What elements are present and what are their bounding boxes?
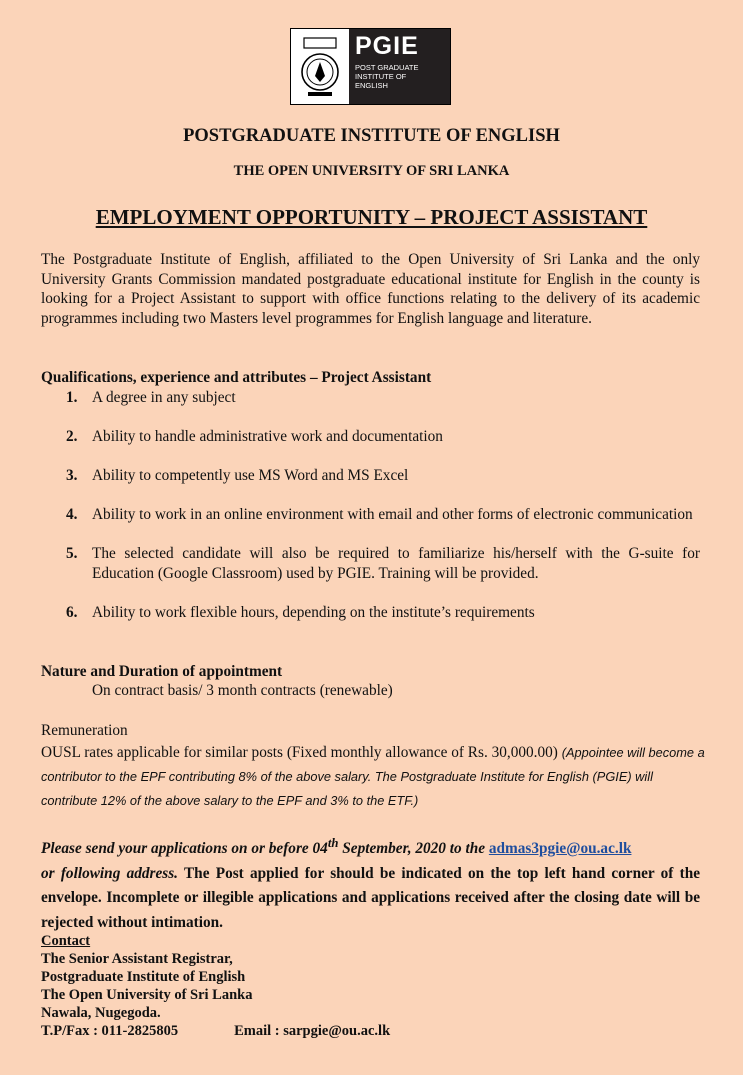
apply-ordinal: th: [327, 836, 339, 850]
pgie-logo: [290, 28, 451, 105]
apply-deadline-text: Please send your applications on or before 04: [41, 840, 328, 858]
list-item: [41, 388, 700, 408]
logo-brand-block: [349, 29, 450, 104]
contact-block: [41, 932, 390, 1040]
item-text: Ability to handle administrative work and documentation: [92, 428, 443, 445]
nature-heading: Nature and Duration of appointment: [41, 663, 283, 680]
logo-subtitle: POST GRADUATE INSTITUTE OF ENGLISH: [355, 63, 419, 90]
remuneration-text: [41, 741, 711, 813]
list-item: [41, 466, 700, 486]
intro-paragraph: The Postgraduate Institute of English, affiliated to the Open University of Sri Lanka and the only University Grants Commission mandated postgraduate educational institute for English in the county is looking for a Project Assistant to support with office functions relating to the delivery of its academic programmes including two Masters level programmes for English language and literature.: [41, 251, 700, 328]
item-number: 4.: [66, 506, 78, 523]
contact-line: The Open University of Sri Lanka: [41, 987, 253, 1003]
item-text: The selected candidate will also be required to familiarize his/herself with the G-suite for Education (Google Classroom) used by PGIE. Training will be provided.: [92, 545, 700, 582]
contact-email: Email : sarpgie@ou.ac.lk: [234, 1023, 391, 1039]
application-instructions: [41, 831, 700, 935]
remuneration-heading: Remuneration: [41, 722, 128, 739]
contact-heading: Contact: [41, 933, 91, 949]
list-item: [41, 505, 700, 525]
item-text: Ability to work flexible hours, depending on the institute’s requirements: [92, 603, 535, 621]
item-number: 1.: [66, 389, 78, 406]
contact-phone: T.P/Fax : 011-2825805: [41, 1023, 179, 1039]
remuneration-rate: OUSL rates applicable for similar posts (Fixed monthly allowance of Rs. 30,000.00): [41, 744, 562, 761]
list-item: [41, 427, 700, 447]
nature-text: On contract basis/ 3 month contracts (renewable): [92, 682, 393, 699]
remuneration-note: (Appointee will become a contributor to the EPF contributing 8% of the above salary. The Postgraduate Institute for English (PGIE) will contribute 12% of the above salary to the EPF and 3% to the ETF.): [41, 745, 705, 808]
university-heading: THE OPEN UNIVERSITY OF SRI LANKA: [233, 163, 510, 179]
qualifications-list: [41, 388, 700, 642]
item-text: A degree in any subject: [92, 389, 236, 406]
logo-brand-text: PGIE: [355, 32, 419, 60]
qualifications-heading: Qualifications, experience and attributes – Project Assistant: [41, 369, 432, 386]
list-item: [41, 603, 700, 623]
apply-conditions-text: The Post applied for should be indicated on the top left hand corner of the envelope. Incomplete or illegible applications and applications received after the closing date will be rejected without intimation.: [41, 864, 700, 931]
page-title: EMPLOYMENT OPPORTUNITY – PROJECT ASSISTANT: [95, 205, 648, 229]
apply-address-text: or following address.: [41, 864, 179, 882]
application-email-link[interactable]: admas3pgie@ou.ac.lk: [488, 840, 632, 858]
institute-heading: POSTGRADUATE INSTITUTE OF ENGLISH: [183, 126, 560, 146]
item-text: Ability to competently use MS Word and MS Excel: [92, 467, 409, 484]
contact-line: The Senior Assistant Registrar,: [41, 951, 233, 967]
list-item: [41, 544, 700, 583]
contact-line: Nawala, Nugegoda.: [41, 1005, 161, 1021]
item-number: 6.: [66, 603, 78, 621]
university-seal-icon: [291, 29, 349, 104]
item-number: 5.: [66, 545, 78, 562]
item-number: 2.: [66, 428, 78, 445]
apply-date-text: September, 2020 to the: [338, 840, 489, 858]
contact-phone-email-line: [41, 1022, 390, 1040]
contact-line: Postgraduate Institute of English: [41, 969, 246, 985]
item-number: 3.: [66, 467, 78, 484]
item-text: Ability to work in an online environment with email and other forms of electronic communication: [92, 506, 693, 523]
